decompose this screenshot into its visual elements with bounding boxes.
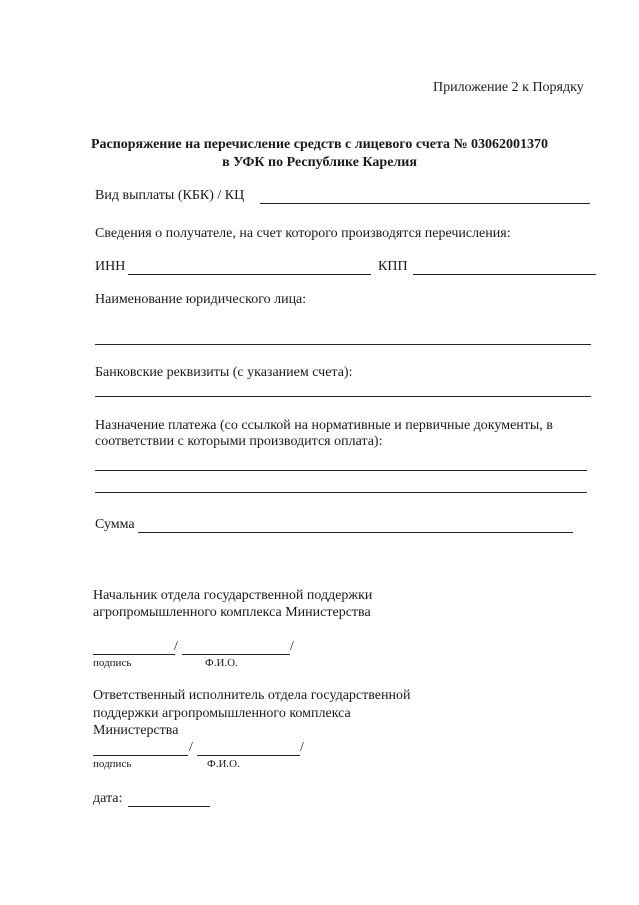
payment-type-label: Вид выплаты (КБК) / КЦ (95, 188, 245, 203)
bank-details-label: Банковские реквизиты (с указанием счета): (95, 365, 353, 380)
legal-name-label: Наименование юридического лица: (95, 292, 307, 307)
form-title-line1: Распоряжение на перечисление средств с лицевого счета № 03062001370 (90, 137, 549, 152)
amount-field[interactable] (138, 532, 573, 533)
purpose-field-line2[interactable] (95, 492, 587, 493)
executor-title-line1: Ответственный исполнитель отдела государственной (93, 688, 411, 703)
head-title-line1: Начальник отдела государственной поддержки (93, 588, 373, 603)
executor-sign-caption: подпись (93, 758, 132, 770)
appendix-note: Приложение 2 к Порядку (433, 80, 584, 95)
executor-separator-1: / (189, 740, 193, 755)
payment-type-field[interactable] (260, 203, 590, 204)
date-field[interactable] (128, 806, 210, 807)
date-label: дата: (93, 791, 123, 806)
head-name-field[interactable] (182, 654, 290, 655)
recipient-info-label: Сведения о получателе, на счет которого производятся перечисления: (95, 226, 511, 241)
head-title-line2: агропромышленного комплекса Министерства (93, 605, 371, 620)
executor-name-caption: Ф.И.О. (207, 758, 240, 770)
purpose-label-line1: Назначение платежа (со ссылкой на нормативные и первичные документы, в (95, 418, 553, 433)
kpp-label: КПП (378, 259, 408, 274)
head-sign-caption: подпись (93, 657, 132, 669)
executor-separator-2: / (300, 740, 304, 755)
inn-field[interactable] (128, 274, 371, 275)
purpose-label-line2: соответствии с которыми производится оплата): (95, 434, 383, 449)
bank-details-field[interactable] (95, 396, 591, 397)
executor-title-line2: поддержки агропромышленного комплекса (93, 706, 351, 721)
head-separator-1: / (174, 639, 178, 654)
legal-name-field[interactable] (95, 344, 591, 345)
executor-name-field[interactable] (197, 755, 300, 756)
purpose-field-line1[interactable] (95, 470, 587, 471)
executor-signature-field[interactable] (93, 755, 188, 756)
inn-label: ИНН (95, 259, 126, 274)
head-signature-field[interactable] (93, 654, 175, 655)
amount-label: Сумма (95, 517, 135, 532)
form-title-line2: в УФК по Республике Карелия (222, 155, 417, 170)
executor-title-line3: Министерства (93, 723, 179, 738)
head-name-caption: Ф.И.О. (205, 657, 238, 669)
kpp-field[interactable] (413, 274, 596, 275)
head-separator-2: / (290, 639, 294, 654)
